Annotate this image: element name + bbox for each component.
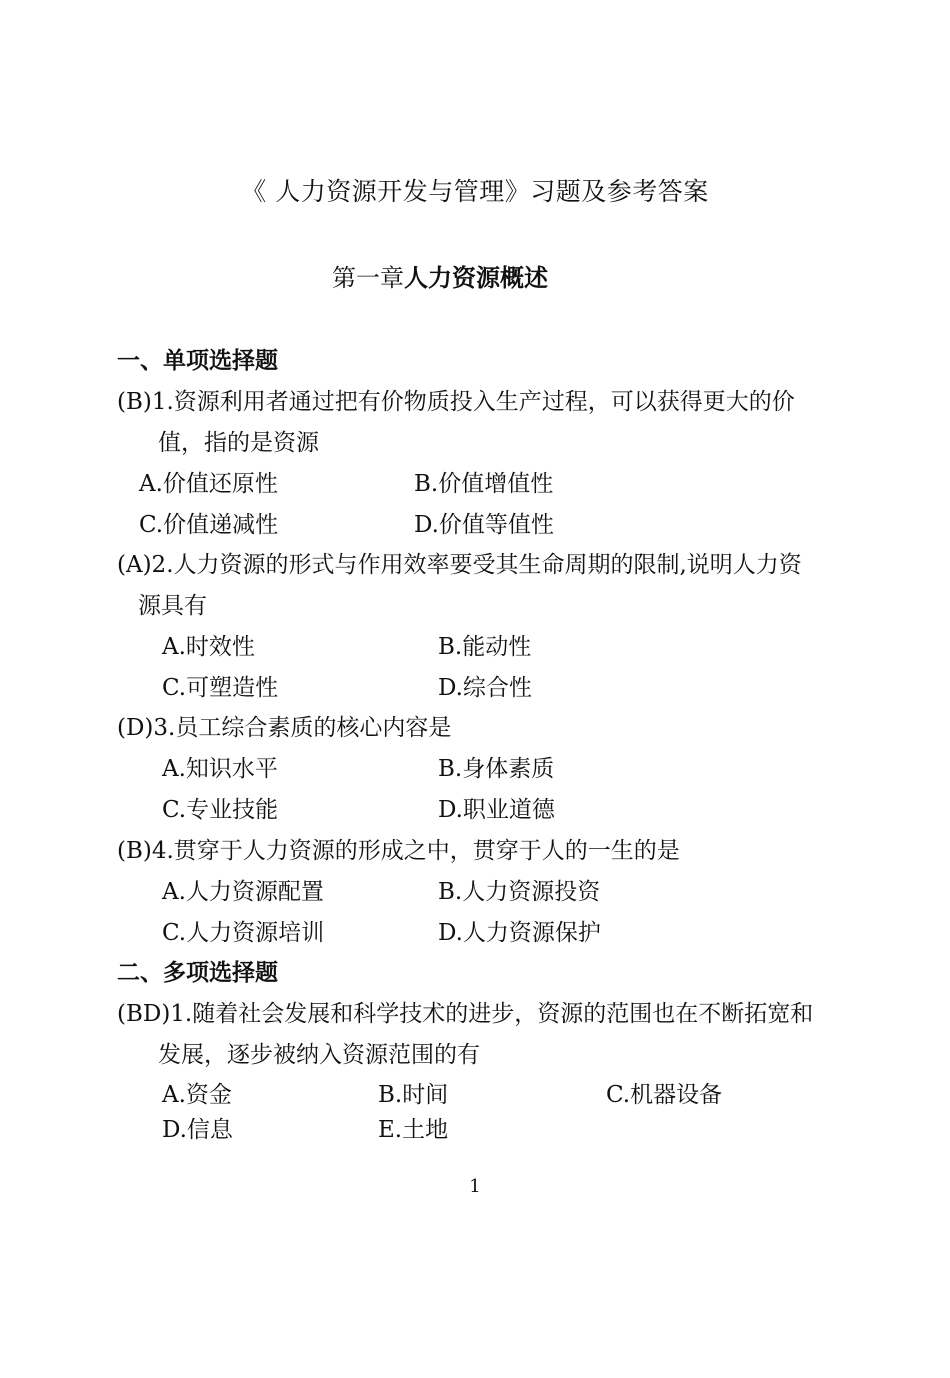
option-c: C.可塑造性 (162, 675, 279, 701)
question-line: (BD)1.随着社会发展和科学技术的进步，资源的范围也在不断拓宽和 (117, 1001, 814, 1027)
question-line-continued: 发展，逐步被纳入资源范围的有 (158, 1042, 480, 1068)
question-line-continued: 源具有 (138, 593, 207, 619)
option-e: E.土地 (378, 1117, 449, 1143)
option-a: A.时效性 (162, 634, 255, 660)
option-b: B.时间 (378, 1082, 449, 1108)
chapter-prefix: 第一章 (332, 264, 404, 292)
option-d: D.综合性 (438, 675, 532, 701)
option-c: C.人力资源培训 (162, 920, 325, 946)
option-d: D.价值等值性 (414, 512, 554, 538)
question-line: (A)2.人力资源的形式与作用效率要受其生命周期的限制,说明人力资 (117, 552, 802, 578)
option-b: B.人力资源投资 (438, 879, 601, 905)
option-b: B.能动性 (438, 634, 532, 660)
option-c: C.机器设备 (606, 1082, 723, 1108)
option-d: D.职业道德 (438, 797, 555, 823)
option-a: A.价值还原性 (139, 471, 278, 497)
option-c: C.价值递减性 (139, 512, 279, 538)
option-b: B.价值增值性 (414, 471, 554, 497)
option-c: C.专业技能 (162, 797, 279, 823)
page-number: 1 (469, 1176, 481, 1197)
option-a: A.知识水平 (162, 756, 278, 782)
option-b: B.身体素质 (438, 756, 555, 782)
chapter-name: 人力资源概述 (404, 264, 548, 292)
question-line: (B)4.贯穿于人力资源的形成之中，贯穿于人的一生的是 (117, 838, 680, 864)
chapter-title (0, 258, 880, 293)
section-heading-multiple-choice: 二、多项选择题 (117, 960, 278, 986)
question-line-continued: 值，指的是资源 (158, 430, 319, 456)
question-line: (B)1.资源利用者通过把有价物质投入生产过程，可以获得更大的价 (117, 389, 795, 415)
option-d: D.信息 (162, 1117, 233, 1143)
option-a: A.人力资源配置 (162, 879, 324, 905)
section-heading-single-choice: 一、单项选择题 (117, 348, 278, 374)
page-title: 《 人力资源开发与管理》习题及参考答案 (241, 177, 709, 206)
question-line: (D)3.员工综合素质的核心内容是 (117, 715, 452, 741)
option-a: A.资金 (162, 1082, 232, 1108)
option-d: D.人力资源保护 (438, 920, 601, 946)
